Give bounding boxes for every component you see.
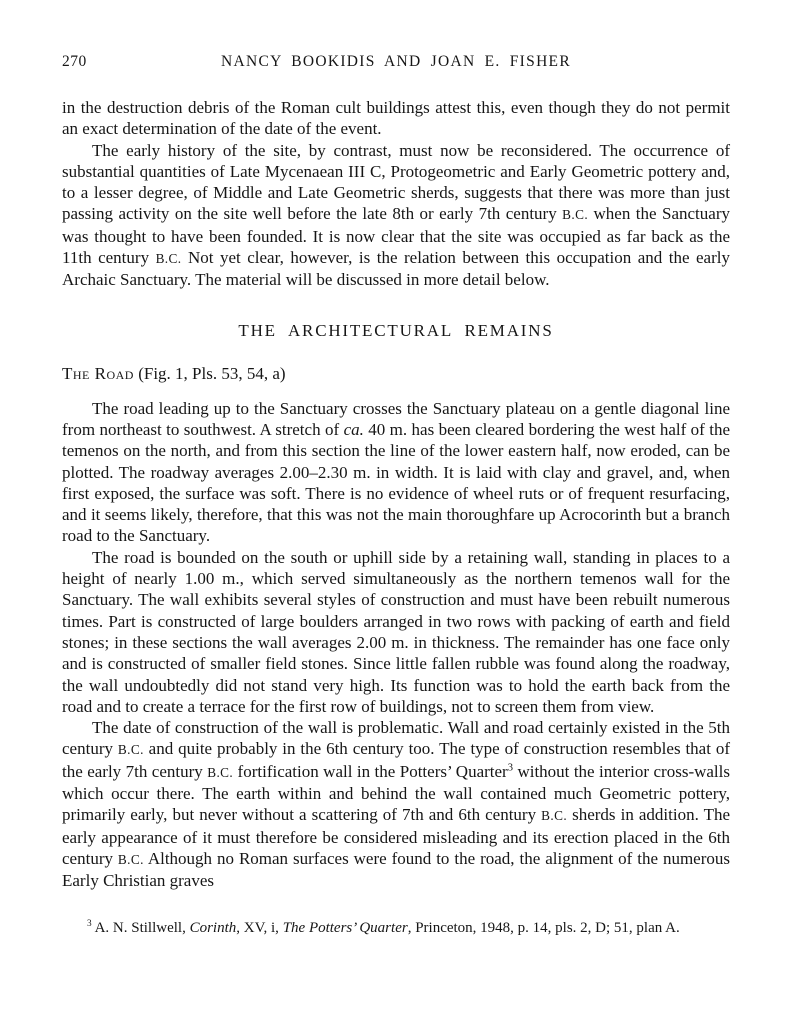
text-run: without the interior cross-walls which occur there. The earth within and behind the wall contained much Geometric pottery, primarily early, but never without a scattering of 7th and 6th century <box>62 761 730 825</box>
paragraph <box>62 547 730 717</box>
page-number: 270 <box>62 53 87 70</box>
text-run: Not yet clear, however, is the relation between this occupation and the early Archaic Sanctuary. The material will be discussed in more detail below. <box>62 248 730 290</box>
text-run: sherds in addition. The early appearance of it must therefore be considered misleading and its erection placed in the 6th century <box>62 805 731 868</box>
smallcaps-text: B.C. <box>117 742 144 758</box>
paragraph <box>62 919 730 939</box>
text-run: Although no Roman surfaces were found to the road, the alignment of the numerous Early Christian graves <box>62 848 730 891</box>
smallcaps-text: B.C. <box>117 851 144 867</box>
page-header <box>62 52 730 72</box>
superscript: 3 <box>507 762 513 774</box>
text-run: (Fig. 1, Pls. 53, 54, a) <box>133 363 286 383</box>
text-run: , XV, i, <box>236 919 283 936</box>
text-run: when the Sanctuary was thought to have been founded. It is now clear that the site was occupied as far back as the 11th century <box>62 204 730 268</box>
superscript: 3 <box>87 918 92 929</box>
text-run: The road is bounded on the south or uphill side by a retaining wall, standing in places to a height of nearly 1.00 m., which served simultaneously as the northern temenos wall for the Sanctuary. The wall exhibits several styles of construction and must have been rebuilt numerous times. Part is constructed of large boulders arranged in two rows with packing of earth and field stones; in these sections the wall averages 2.00 m. in thickness. The remainder has one face only and is constructed of smaller field stones. Since little fallen rubble was found along the roadway, the wall undoubtedly did not stand very high. Its function was to hold the earth back from the road and to create a terrace for the first row of buildings, not to screen them from view. <box>62 547 730 716</box>
running-head: NANCY BOOKIDIS AND JOAN E. FISHER <box>221 53 571 70</box>
text-run: 40 m. has been cleared bordering the west half of the temenos on the north, and from this section the line of the lower eastern half, now eroded, can be plotted. The roadway averages 2.00–2.30 m. in width. It is laid with clay and gravel, and, when first exposed, the surface was soft. There is no evidence of wheel ruts or of frequent resurfacing, and it seems likely, therefore, that this was not the main thoroughfare up Acrocorinth but a branch road to the Sanctuary. <box>62 419 730 546</box>
text-run: in the destruction debris of the Roman cult buildings attest this, even though they do not permit an exact determination of the date of the event. <box>62 98 730 139</box>
italic-text: Corinth <box>189 919 237 936</box>
smallcaps-text: B.C. <box>562 207 589 223</box>
paragraph <box>62 717 730 891</box>
intro-paragraphs <box>62 97 730 291</box>
text-run: , Princeton, 1948, p. 14, pls. 2, D; 51, plan A. <box>407 919 680 936</box>
smallcaps-text: The Road <box>62 363 134 383</box>
paragraph <box>62 140 730 291</box>
text-run: and quite probably in the 6th century too. The type of construction resembles that of the early 7th century <box>62 739 730 781</box>
smallcaps-text: B.C. <box>155 251 182 267</box>
text-run: fortification wall in the Potters’ Quarter <box>233 761 508 781</box>
paragraph <box>62 398 730 547</box>
smallcaps-text: B.C. <box>207 764 234 780</box>
text-run: The early history of the site, by contrast, must now be reconsidered. The occurrence of substantial quantities of Late Mycenaean III C, Protogeometric and Early Geometric pottery and, to a lesser degree, of Middle and Late Geometric sherds, suggests that there was more than just passing activity on the site well before the late 8th or early 7th century <box>62 140 730 224</box>
road-paragraphs <box>62 398 730 892</box>
text-run: The date of construction of the wall is problematic. Wall and road certainly existed in the 5th century <box>62 718 730 759</box>
italic-text: The Potters’ Quarter <box>282 919 408 936</box>
footnote <box>62 919 730 939</box>
text-run: The road leading up to the Sanctuary crosses the Sanctuary plateau on a gentle diagonal line from northeast to southwest. A stretch of <box>62 398 730 439</box>
paragraph <box>62 97 730 140</box>
italic-text: ca. <box>343 419 364 439</box>
section-heading: THE ARCHITECTURAL REMAINS <box>238 320 554 340</box>
article-body <box>62 97 730 938</box>
text-run: A. N. Stillwell, <box>91 919 190 936</box>
smallcaps-text: B.C. <box>541 808 568 824</box>
subsection-heading <box>62 363 730 385</box>
